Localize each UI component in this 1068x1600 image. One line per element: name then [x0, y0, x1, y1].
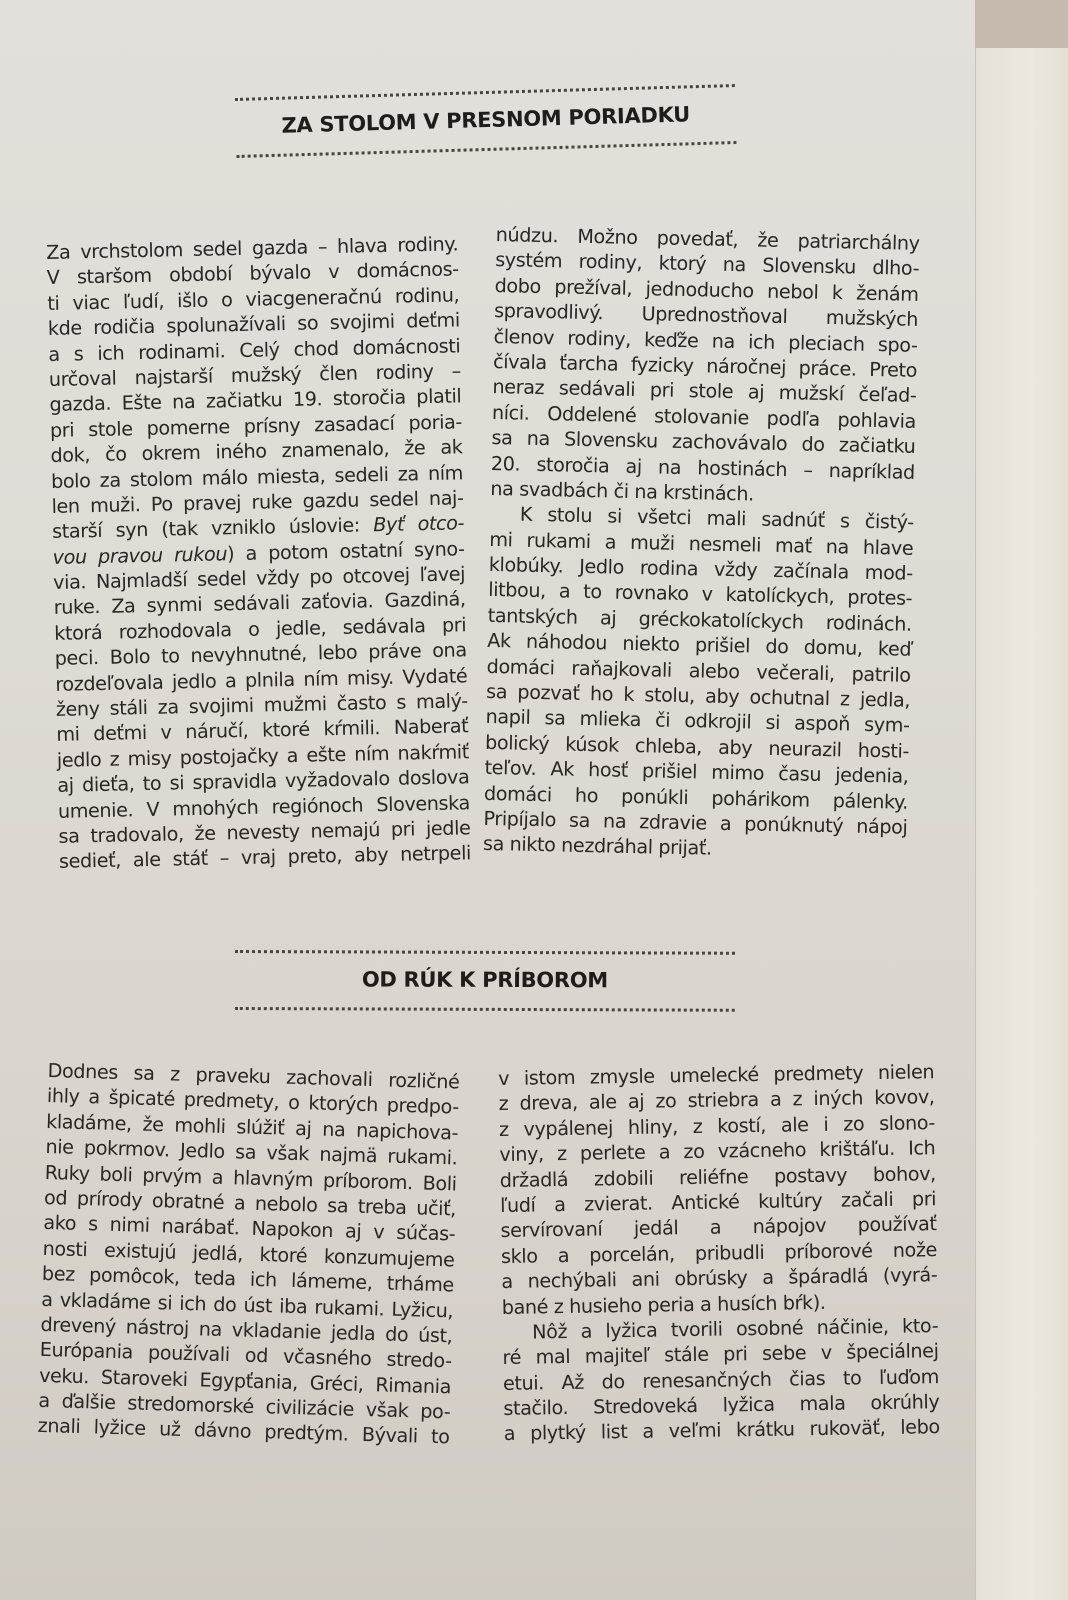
text-line: mi deťmi v náručí, ktoré kŕmili. Naberať [56, 714, 469, 747]
dotted-rule-top [235, 84, 735, 101]
text-line: a nechýbali ani obrúsky a špáradlá (vyrá- [501, 1263, 938, 1294]
text-line: napil sa mlieka či odkrojil si aspoň sym- [485, 705, 910, 738]
text-line: pri stole pomerne prísny zasadací poria- [49, 410, 463, 442]
text-line: spravodlivý. Uprednostňoval mužských [493, 299, 919, 332]
section1-title: ZA STOLOM V PRESNOM PORIADKU [281, 102, 691, 138]
text-line: a s ich rodinami. Celý chod domácnosti [48, 333, 461, 366]
background-surface [975, 0, 1068, 48]
text-line: ľudí a zvierat. Antické kultúry začali pri [500, 1187, 937, 1217]
text-line: a ďalšie stredomorské civilizácie však po- [38, 1388, 451, 1424]
text-line: sa na Slovensku zachovávalo do začiatku [491, 426, 916, 458]
text-line: kladáme, že mohli slúžiť aj na napichova- [45, 1109, 459, 1145]
text-line: a plytký list a veľmi krátku rukoväť, lebo [503, 1415, 940, 1446]
text-line: z dreva, ale aj zo striebra a z iných kovov, [498, 1085, 935, 1116]
text-line: V staršom období bývalo v domácnos- [46, 257, 459, 290]
text-line: dok, čo okrem iného znamenalo, že ak [50, 435, 463, 468]
section1-right-column [483, 222, 920, 866]
section2-heading-block [235, 950, 735, 1012]
text-line: bané z husieho peria a husích bŕk). [501, 1290, 826, 1319]
section1-heading-block [235, 84, 736, 158]
text-line: ihly a špicaté predmety, o ktorých predpo- [46, 1084, 460, 1119]
text-line: ré mal majiteľ stále pri sebe v špeciálnej [502, 1339, 939, 1370]
text-line: určoval najstarší mužský člen rodiny – [48, 359, 462, 391]
text-line: z vypálenej hliny, z kostí, ale i zo slono- [498, 1110, 936, 1141]
dotted-rule-bottom [237, 141, 737, 158]
text-line: stačilo. Stredoveká lyžica mala okrúhly [503, 1390, 940, 1421]
text-line: aj dieťa, to si spravidla vyžadovalo doslova [57, 765, 470, 798]
text-line: teľov. Ak hosť prišiel mimo času jedenia, [484, 756, 909, 788]
text-line: ktorá rozhodovala o jedle, sedávala pri [53, 613, 467, 645]
text-line: na svadbách či na krstinách. [490, 476, 755, 506]
text-line: K stolu si všetci mali sadnúť s čistý- [519, 502, 915, 535]
text-line: etui. Až do renesančných čias to ľuďom [502, 1364, 940, 1395]
text-line: via. Najmladší sedel vždy po otcovej ľavej [52, 562, 466, 595]
text-line: rozdeľovala jedlo a plnila ním misy. Vydaté [55, 663, 468, 696]
text-line: núdzu. Možno povedať, že patriarchálny [495, 222, 920, 255]
text-line: sa pozvať ho k stolu, aby ochutnal z jedla, [485, 679, 911, 712]
text-line: jedlo z misy postojačky a ešte ním nakŕmiť [56, 740, 470, 772]
text-line: znali lyžice už dávno predtým. Bývali to [37, 1414, 450, 1449]
text-line: nie pokrmov. Jedlo sa však najmä rukami. [45, 1135, 458, 1170]
italic-phrase: Byť otco- [373, 511, 465, 537]
text-line: kde rodičia spolunažívali so svojimi deťmi [47, 308, 461, 341]
text-line: Ruky boli prvým a hlavným príborom. Boli [44, 1160, 457, 1196]
dotted-rule-bottom [235, 1007, 735, 1012]
section2-left-column [37, 1058, 459, 1450]
text-line: domáci ho ponúkli pohárikom pálenky. [483, 781, 909, 814]
text-line: domáci raňajkovali alebo večerali, patrilo [486, 654, 911, 687]
text-line: litbou, a to rovnako v katolíckych, protes- [488, 578, 913, 611]
text-line: sa tradovalo, že nevesty nemajú pri jedle [58, 816, 471, 848]
italic-phrase: vou pravou rukou [52, 541, 228, 569]
text-line: sa nikto nezdráhal prijať. [482, 832, 712, 861]
section2-right-column [498, 1059, 940, 1447]
text-line: 20. storočia aj na hostinách – napríklad [490, 451, 916, 484]
text-line: Ak náhodou niekto prišiel do domu, keď [486, 629, 912, 662]
next-page-edge [975, 48, 1068, 1600]
text-line: systém rodiny, ktorý na Slovensku dlho- [494, 248, 920, 281]
text-line: Pripíjalo sa na zdravie a ponúknutý nápoj [483, 806, 908, 839]
text-line: dobo prežíval, jednoducho nebol k ženám [494, 273, 919, 306]
text-line: nosti existujú jedlá, ktoré konzumujeme [42, 1236, 455, 1272]
text-line: veku. Staroveki Egypťania, Gréci, Rimania [38, 1363, 452, 1399]
text-line: níci. Oddelené stolovanie podľa pohlavia [491, 400, 917, 433]
text-line: neraz sedávali pri stole aj mužskí čeľad- [492, 375, 917, 408]
dotted-rule-top [235, 950, 735, 955]
text-line: umenie. V mnohých regiónoch Slovenska [57, 790, 471, 823]
text-line: klobúky. Jedlo rodina vždy začínala mod- [488, 553, 913, 585]
text-line: peci. Bolo to nevyhnutné, lebo práve ona [54, 638, 467, 671]
text-line: držadlá zdobili reliéfne postavy bohov, [499, 1161, 936, 1192]
text-line: ženy stáli za svojimi mužmi často s malý- [55, 689, 468, 721]
text-line: v istom zmysle umelecké predmety nielen [498, 1060, 935, 1090]
text-fragment: starší syn (tak vzniklo úslovie: [51, 513, 374, 544]
text-line: sklo a porcelán, pribudli príborové nože [500, 1237, 938, 1268]
text-line: gazda. Ešte na začiatku 19. storočia platil [49, 384, 462, 417]
text-line: drevený nástroj na vkladanie jedla do úst, [40, 1312, 453, 1348]
text-line: Dodnes sa z praveku zachovali rozličné [47, 1058, 460, 1094]
text-line: bolický kúsok chleba, aby neurazil hosti- [484, 730, 910, 763]
text-line: tantských aj gréckokatolíckych rodinách. [487, 603, 912, 636]
text-line: ruke. Za synmi sedávali zaťovia. Gazdiná, [53, 587, 466, 620]
text-line: čívala ťarcha fyzicky náročnej práce. Preto [492, 349, 918, 382]
text-line: ti viac ľudí, išlo o viacgeneračnú rodinu, [47, 283, 460, 315]
text-line: servírovaní jedál a nápojov používať [500, 1212, 937, 1243]
section1-left-column [46, 231, 471, 874]
text-line: Európania používali od včasného stredo- [39, 1338, 453, 1373]
text-line: od prírody obratné a nebolo sa treba učiť, [43, 1185, 457, 1221]
text-line: Nôž a lyžica tvorili osobné náčinie, kto- [532, 1314, 939, 1344]
text-line: viny, z perlete a zo vzácneho krištáľu. Ich [499, 1136, 936, 1167]
text-line: ako s nimi narábať. Napokon aj v súčas- [43, 1211, 456, 1246]
text-fragment: ) a potom ostatní syno- [226, 536, 465, 565]
text-line: členov rodiny, keďže na ich pleciach spo- [493, 324, 918, 357]
text-line: a vkladáme si ich do úst iba rukami. Lyžicu, [40, 1287, 454, 1322]
text-line: bolo za stolom málo miesta, sedeli za ním [50, 460, 464, 493]
text-line: mi rukami a muži nesmeli mať na hlave [489, 527, 914, 560]
text-line: Za vrchstolom sedel gazda – hlava rodiny. [46, 232, 459, 264]
text-line: len muži. Po pravej ruke gazdu sedel naj- [51, 486, 464, 518]
section2-title: OD RÚK K PRÍBOROM [361, 967, 608, 993]
text-line: bez pomôcok, teda ich lámeme, trháme [41, 1262, 455, 1297]
text-line: sedieť, ale stáť – vraj preto, aby netrpeli [58, 841, 472, 874]
